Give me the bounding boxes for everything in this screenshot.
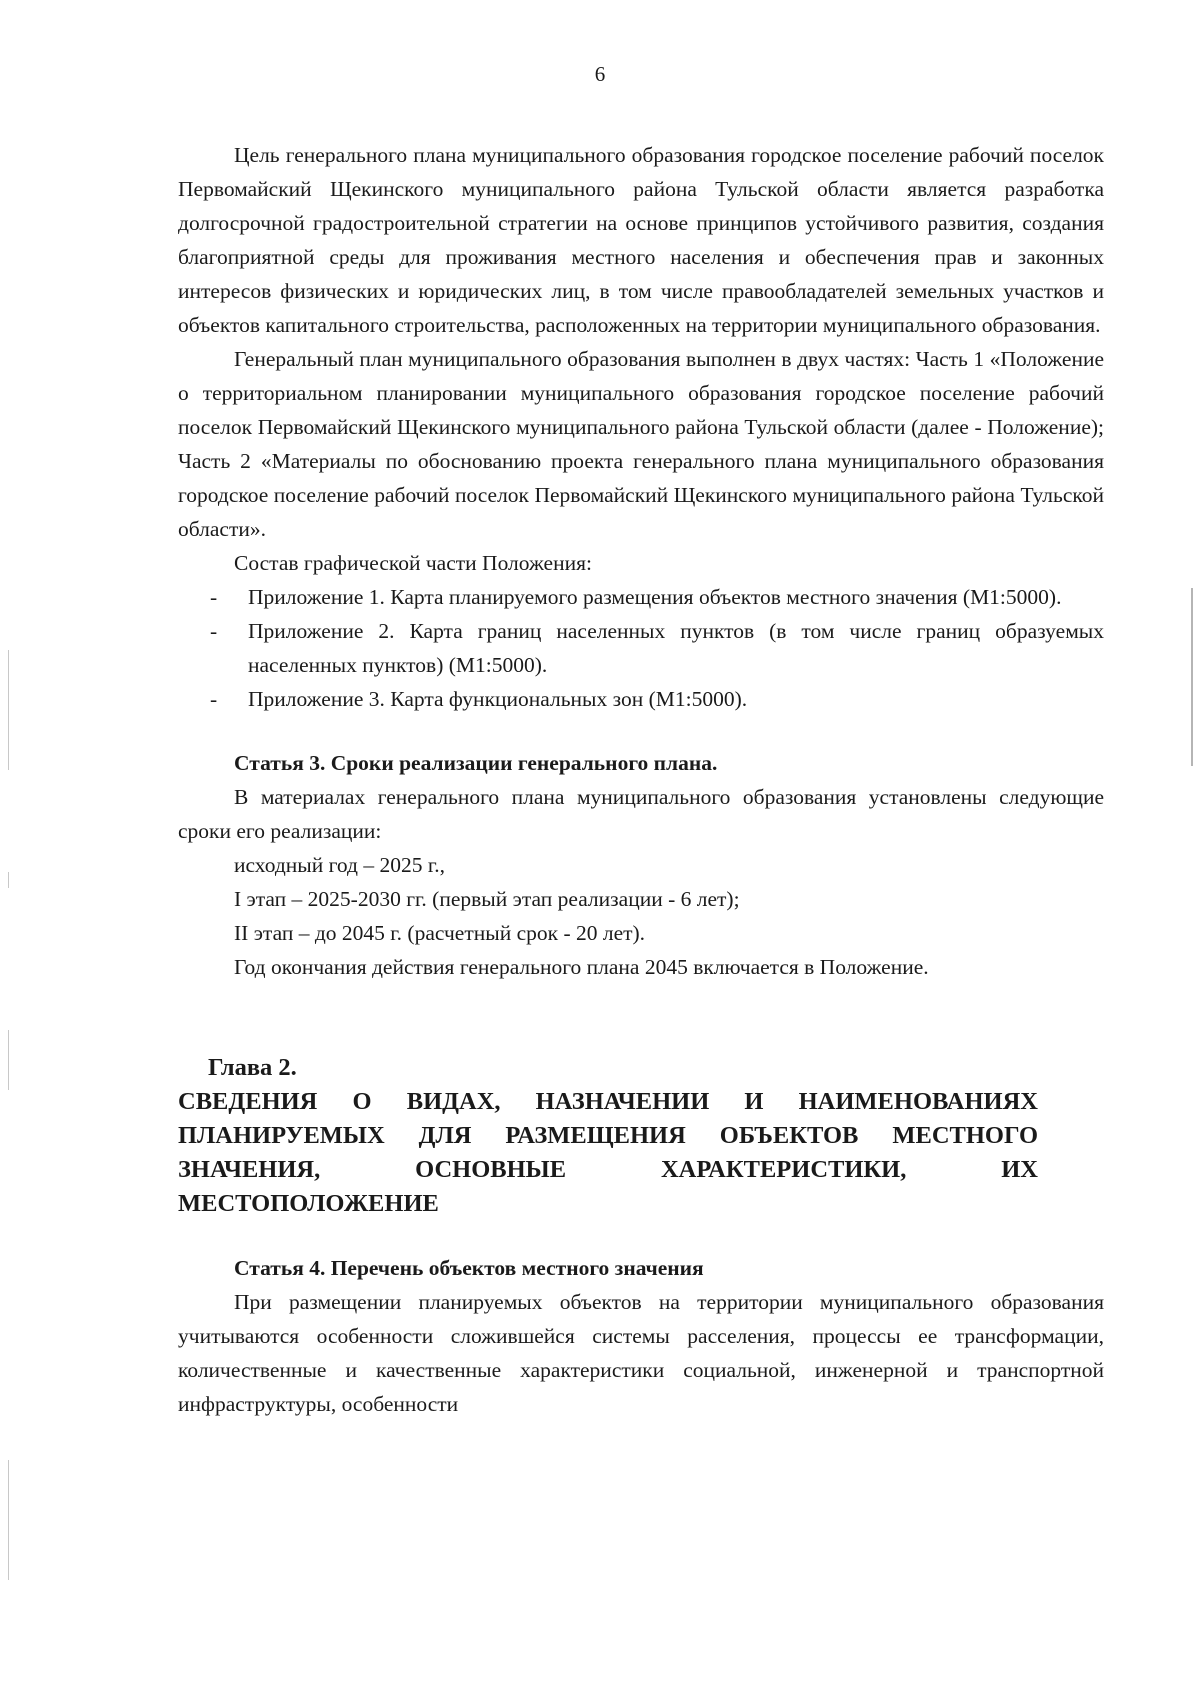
appendix-item-text: Приложение 2. Карта границ населенных пунктов (в том числе границ образуемых населенных пунктов) (М1:5000). (248, 619, 1104, 677)
stage-1-line: I этап – 2025-2030 гг. (первый этап реализации - 6 лет); (234, 887, 740, 911)
scan-artifact (8, 1460, 9, 1580)
base-year-line: исходный год – 2025 г., (234, 853, 445, 877)
end-year-line: Год окончания действия генерального плана 2045 включается в Положение. (234, 955, 929, 979)
appendix-item (178, 614, 1104, 682)
chapter-2-title: СВЕДЕНИЯ О ВИДАХ, НАЗНАЧЕНИИ И НАИМЕНОВАНИЯХ ПЛАНИРУЕМЫХ ДЛЯ РАЗМЕЩЕНИЯ ОБЪЕКТОВ МЕСТНОГО ЗНАЧЕНИЯ, ОСНОВНЫЕ ХАРАКТЕРИСТИКИ, ИХ МЕСТОПОЛОЖЕНИЕ (178, 1088, 1038, 1217)
appendix-item (178, 580, 1104, 614)
scan-artifact (8, 872, 9, 888)
article-4-paragraph: При размещении планируемых объектов на территории муниципального образования учитываются особенности сложившейся системы расселения, процессы ее трансформации, количественные и качественные характеристики социальной, инженерной и транспортной инфраструктуры, особенности (178, 1290, 1104, 1416)
article-3-paragraph: В материалах генерального плана муниципального образования установлены следующие сроки его реализации: (178, 785, 1104, 843)
page-body (178, 138, 1104, 1421)
scan-artifact (8, 650, 9, 770)
intro-paragraph-goal: Цель генерального плана муниципального образования городское поселение рабочий поселок Первомайский Щекинского муниципального района Тульской области является разработка долгосрочной градостроительной стратегии на основе принципов устойчивого развития, создания благоприятной среды для проживания местного населения и обеспечения прав и законных интересов физических и юридических лиц, в том числе правообладателей земельных участков и объектов капитального строительства, расположенных на территории муниципального образования. (178, 143, 1104, 337)
spacer (178, 1221, 1104, 1251)
appendix-item-text: Приложение 1. Карта планируемого размещения объектов местного значения (М1:5000). (248, 585, 1062, 609)
article-4-heading: Статья 4. Перечень объектов местного значения (234, 1256, 704, 1280)
scan-edge-artifact (1191, 588, 1193, 766)
appendix-list (178, 580, 1104, 716)
list-dash: - (210, 619, 218, 643)
appendix-item (178, 682, 1104, 716)
scan-artifact (8, 1030, 9, 1090)
page-number: 6 (594, 62, 606, 86)
spacer (178, 716, 1104, 746)
stage-2-line: II этап – до 2045 г. (расчетный срок - 20 лет). (234, 921, 646, 945)
list-dash: - (210, 585, 218, 609)
appendix-item-text: Приложение 3. Карта функциональных зон (М1:5000). (248, 687, 748, 711)
intro-paragraph-parts: Генеральный план муниципального образования выполнен в двух частях: Часть 1 «Положение о территориальном планировании муниципального образования городское поселение рабочий поселок Первомайский Щекинского муниципального района Тульской области (далее - Положение); Часть 2 «Материалы по обоснованию проекта генерального плана муниципального образования городское поселение рабочий поселок Первомайский Щекинского муниципального района Тульской области». (178, 347, 1104, 541)
graphics-list-intro: Состав графической части Положения: (234, 551, 592, 575)
list-dash: - (210, 687, 218, 711)
chapter-2-label: Глава 2. (208, 1054, 297, 1081)
spacer (178, 984, 1104, 1051)
article-3-heading: Статья 3. Сроки реализации генерального плана. (234, 751, 718, 775)
